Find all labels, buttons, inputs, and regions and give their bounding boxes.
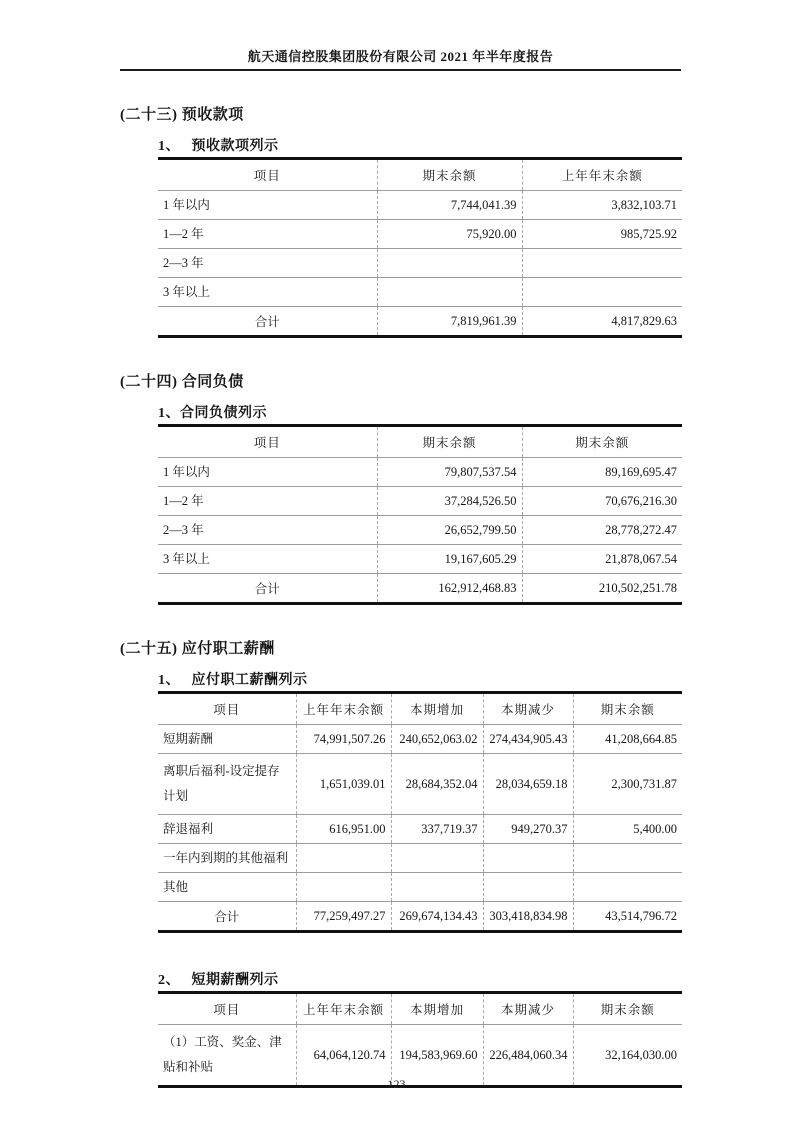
row-label: 1 年以内 — [163, 197, 210, 212]
cell-value — [377, 249, 522, 278]
row-label: 离职后福利-设定提存计划 — [163, 764, 280, 803]
cell-value: 337,719.37 — [391, 815, 483, 844]
table-row — [158, 545, 682, 574]
total-row — [158, 902, 682, 932]
total-label: 合计 — [254, 582, 280, 596]
column-header: 本期增加 — [391, 993, 483, 1025]
total-value: 303,418,834.98 — [483, 902, 573, 932]
cell-value: 28,684,352.04 — [391, 754, 483, 815]
table-row — [158, 191, 682, 220]
row-label: 辞退福利 — [163, 821, 214, 836]
cell-value: 7,744,041.39 — [377, 191, 522, 220]
column-header: 上年年末余额 — [522, 159, 682, 191]
table-row — [158, 873, 682, 902]
short-term-compensation-table — [158, 991, 682, 1088]
page-header-title: 航天通信控股集团股份有限公司 2021 年半年度报告 — [120, 0, 681, 71]
row-label: 3 年以上 — [163, 284, 210, 299]
cell-value — [377, 278, 522, 307]
row-label: 3 年以上 — [163, 551, 210, 566]
table-header-row — [158, 993, 682, 1025]
row-label: 1—2 年 — [163, 493, 204, 508]
column-header: 本期增加 — [391, 693, 483, 725]
total-value: 4,817,829.63 — [522, 307, 682, 337]
contract-liabilities-table — [158, 424, 682, 605]
column-header: 项目 — [213, 1003, 241, 1017]
row-label: 其他 — [163, 879, 189, 894]
column-header: 上年年末余额 — [296, 993, 391, 1025]
column-header: 项目 — [253, 169, 281, 183]
column-header: 期末余额 — [573, 993, 682, 1025]
table-row — [158, 725, 682, 754]
cell-value: 89,169,695.47 — [522, 458, 682, 487]
cell-value: 2,300,731.87 — [573, 754, 682, 815]
cell-value: 41,208,664.85 — [573, 725, 682, 754]
total-value: 162,912,468.83 — [377, 574, 522, 604]
table-header-row — [158, 693, 682, 725]
cell-value — [296, 873, 391, 902]
cell-value — [483, 873, 573, 902]
table-row — [158, 249, 682, 278]
column-header: 上年年末余额 — [296, 693, 391, 725]
cell-value: 64,064,120.74 — [296, 1025, 391, 1087]
cell-value: 194,583,969.60 — [391, 1025, 483, 1087]
advance-receipts-table — [158, 157, 682, 338]
section-heading-23: (二十三) 预收款项 — [120, 107, 244, 123]
cell-value — [391, 844, 483, 873]
total-row — [158, 574, 682, 604]
cell-value: 226,484,060.34 — [483, 1025, 573, 1087]
cell-value: 28,778,272.47 — [522, 516, 682, 545]
row-label: 2—3 年 — [163, 255, 204, 270]
total-label: 合计 — [254, 315, 280, 329]
column-header: 期末余额 — [522, 426, 682, 458]
table-row — [158, 487, 682, 516]
table-row — [158, 844, 682, 873]
total-value: 269,674,134.43 — [391, 902, 483, 932]
cell-value: 240,652,063.02 — [391, 725, 483, 754]
row-label: 2—3 年 — [163, 522, 204, 537]
row-label: 一年内到期的其他福利 — [163, 850, 289, 865]
column-header: 本期减少 — [483, 693, 573, 725]
cell-value: 37,284,526.50 — [377, 487, 522, 516]
cell-value: 616,951.00 — [296, 815, 391, 844]
table-row — [158, 458, 682, 487]
employee-compensation-table — [158, 691, 682, 933]
subsection-heading-24-1: 1、合同负债列示 — [158, 406, 267, 421]
cell-value: 1,651,039.01 — [296, 754, 391, 815]
row-label: 1 年以内 — [163, 464, 210, 479]
page-number: 123 — [387, 1077, 406, 1091]
total-value: 7,819,961.39 — [377, 307, 522, 337]
cell-value — [391, 873, 483, 902]
cell-value: 75,920.00 — [377, 220, 522, 249]
column-header: 期末余额 — [573, 693, 682, 725]
column-header: 本期减少 — [483, 993, 573, 1025]
row-label: 短期薪酬 — [163, 731, 214, 746]
total-value: 43,514,796.72 — [573, 902, 682, 932]
row-label: 1—2 年 — [163, 226, 204, 241]
cell-value: 79,807,537.54 — [377, 458, 522, 487]
subsection-heading-25-1: 1、 应付职工薪酬列示 — [158, 673, 308, 688]
cell-value: 74,991,507.26 — [296, 725, 391, 754]
section-heading-25: (二十五) 应付职工薪酬 — [120, 641, 275, 657]
cell-value — [522, 278, 682, 307]
cell-value: 32,164,030.00 — [573, 1025, 682, 1087]
column-header: 期末余额 — [377, 426, 522, 458]
row-label: （1）工资、奖金、津贴和补贴 — [163, 1035, 282, 1074]
column-header: 期末余额 — [377, 159, 522, 191]
cell-value: 21,878,067.54 — [522, 545, 682, 574]
cell-value — [573, 873, 682, 902]
subsection-heading-23-1: 1、 预收款项列示 — [158, 139, 279, 154]
table-header-row — [158, 426, 682, 458]
total-label: 合计 — [214, 910, 240, 924]
total-value: 210,502,251.78 — [522, 574, 682, 604]
cell-value — [573, 844, 682, 873]
table-row — [158, 815, 682, 844]
cell-value: 5,400.00 — [573, 815, 682, 844]
table-row — [158, 220, 682, 249]
cell-value: 985,725.92 — [522, 220, 682, 249]
section-advance-receipts — [120, 103, 693, 338]
cell-value: 274,434,905.43 — [483, 725, 573, 754]
table-header-row — [158, 159, 682, 191]
cell-value: 3,832,103.71 — [522, 191, 682, 220]
cell-value: 949,270.37 — [483, 815, 573, 844]
table-row — [158, 516, 682, 545]
subsection-heading-25-2: 2、 短期薪酬列示 — [158, 973, 279, 988]
cell-value: 70,676,216.30 — [522, 487, 682, 516]
column-header: 项目 — [253, 436, 281, 450]
table-row — [158, 278, 682, 307]
cell-value: 19,167,605.29 — [377, 545, 522, 574]
section-heading-24: (二十四) 合同负债 — [120, 374, 244, 390]
table-row — [158, 754, 682, 815]
cell-value — [296, 844, 391, 873]
cell-value — [522, 249, 682, 278]
total-row — [158, 307, 682, 337]
total-value: 77,259,497.27 — [296, 902, 391, 932]
section-employee-compensation — [120, 637, 693, 1088]
section-contract-liabilities — [120, 370, 693, 605]
cell-value: 28,034,659.18 — [483, 754, 573, 815]
cell-value: 26,652,799.50 — [377, 516, 522, 545]
column-header: 项目 — [213, 703, 241, 717]
cell-value — [483, 844, 573, 873]
